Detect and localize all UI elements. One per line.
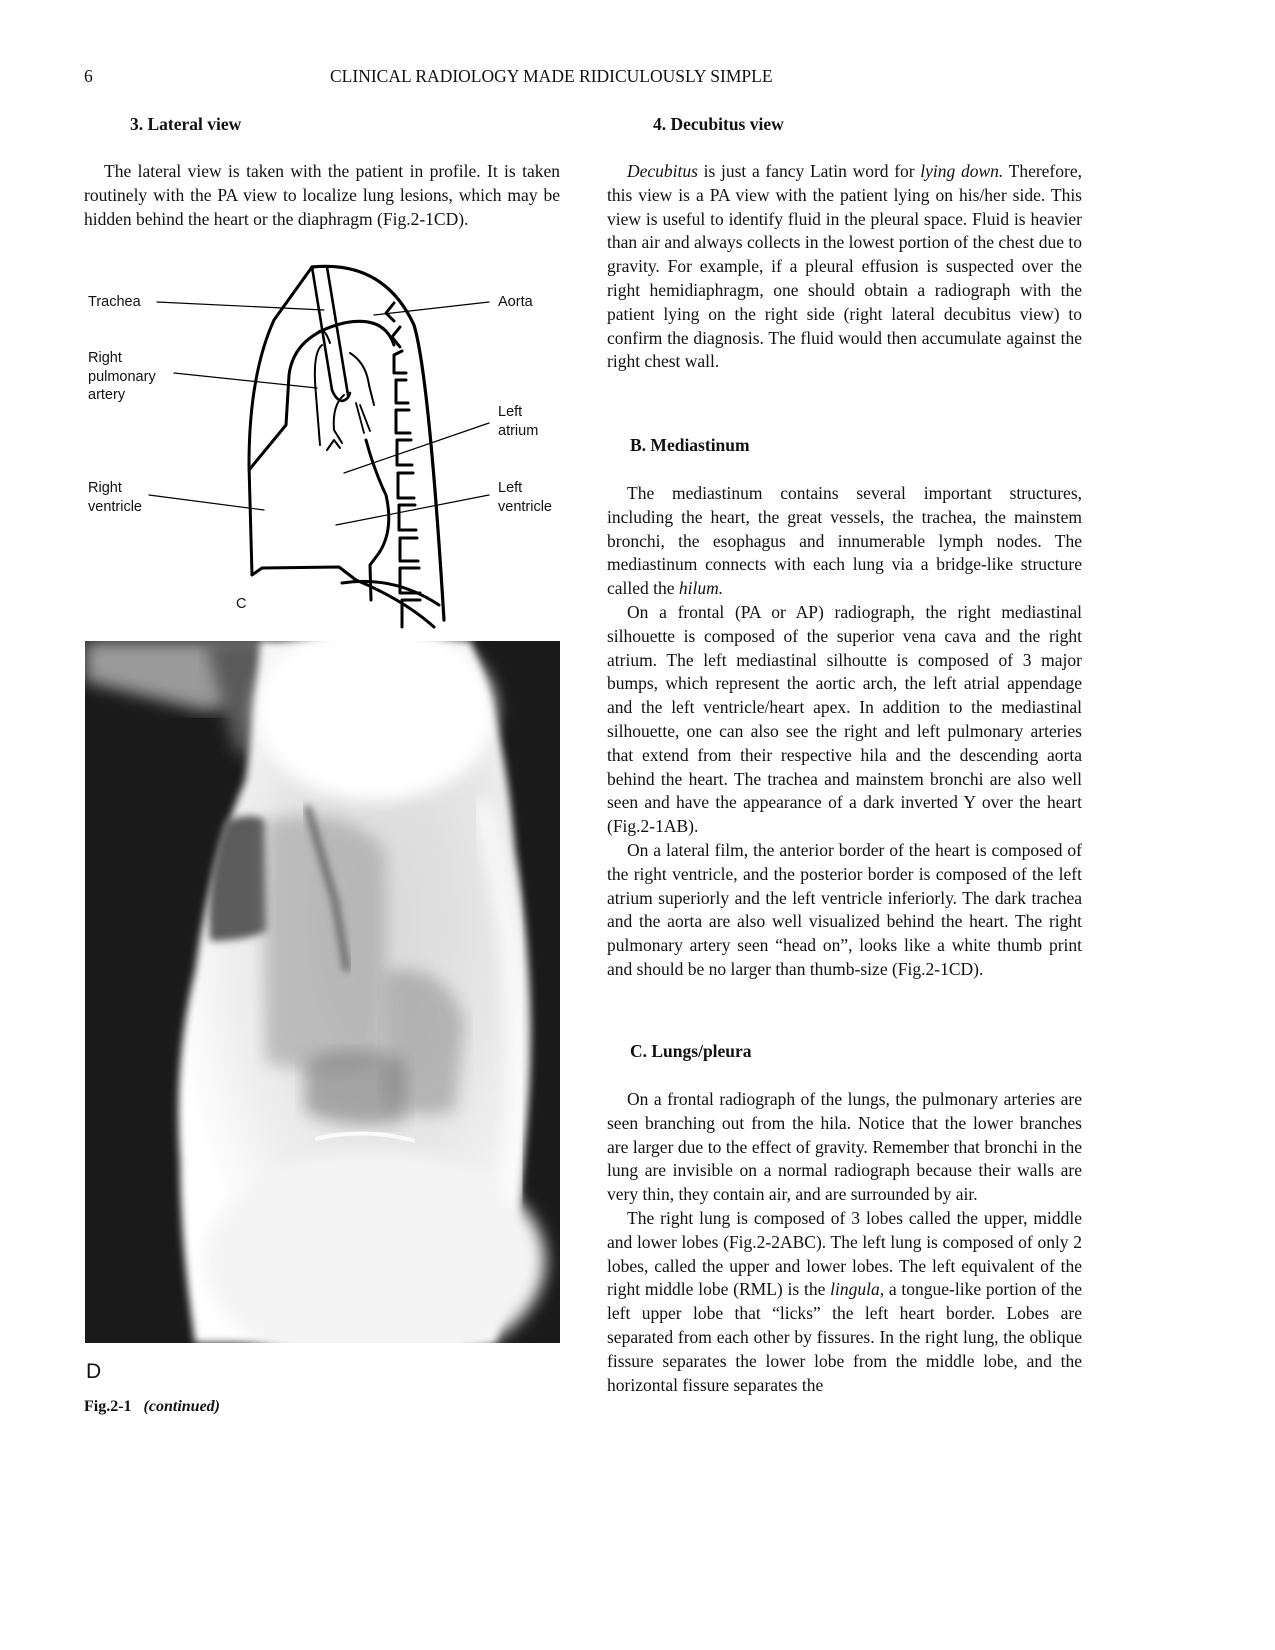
panel-letter-c: C: [236, 596, 247, 612]
radiograph-image: [85, 641, 560, 1343]
label-right-ventricle: Right ventricle: [88, 480, 142, 515]
decubitus-paragraph: Decubitus is just a fancy Latin word for lying down. Therefore, this view is a PA view with the patient lying on his/her side. This view is useful to identify fluid in the pleural space. Fluid is heavier than air and always collects in the lowest portion of the chest due to gravity. For example, if a pleural effusion is suspected over the right hemidiaphragm, one should obtain a radiograph with the patient lying on the right side (right lateral decubitus view) to confirm the diagnosis. The fluid would then accumulate against the right chest wall.: [607, 161, 1082, 372]
book-title: CLINICAL RADIOLOGY MADE RIDICULOUSLY SIMPLE: [330, 66, 773, 86]
heart-lateral-diagram-figure: [84, 255, 564, 630]
mediastinum-paragraph-1: The mediastinum contains several important structures, including the heart, the great vessels, the trachea, the mainstem bronchi, the esophagus and innumerable lymph nodes. The mediastinum connects with each lung via a bridge-like structure called the hilum.: [607, 483, 1082, 599]
panel-letter-d: D: [86, 1360, 102, 1383]
lateral-chest-radiograph: [85, 641, 560, 1343]
lateral-chest-diagram: [84, 255, 564, 630]
lungs-paragraph-1: On a frontal radiograph of the lungs, the pulmonary arteries are seen branching out from the hila. Notice that the lower branches are larger due to the effect of gravity. Remember that bronchi in the lung are invisible on a normal radiograph because their walls are very thin, they contain air, and are surrounded by air.: [607, 1089, 1082, 1205]
label-aorta: Aorta: [498, 294, 533, 310]
mediastinum-paragraph-2: On a frontal (PA or AP) radiograph, the right mediastinal silhouette is composed of the superior vena cava and the right atrium. The left mediastinal silhoutte is composed of 3 major bumps, which represent the aortic arch, the left atrial appendage and the left ventricle/heart apex. In addition to the mediastinal silhouette, one can also see the right and left pulmonary arteries that extend from their respective hila and the descending aorta behind the heart. The trachea and mainstem bronchi are also well seen and have the appearance of a dark inverted Y over the heart (Fig.2-1AB).: [607, 601, 1082, 837]
lungs-paragraph-2: The right lung is composed of 3 lobes called the upper, middle and lower lobes (Fig.2-2ABC). The left lung is composed of only 2 lobes, called the upper and lower lobes. The left equivalent of the right middle lobe (RML) is the lingula, a tongue-like portion of the left upper lobe that “licks” the left heart border. Lobes are separated from each other by fissures. In the right lung, the oblique fissure separates the lower lobe from the middle lobe, and the horizontal fissure separates the: [607, 1207, 1082, 1395]
label-right-pulmonary-artery: Right pulmonary artery: [88, 350, 156, 403]
label-trachea: Trachea: [88, 294, 141, 310]
figure-number: Fig.2-1: [84, 1398, 132, 1415]
label-left-atrium: Left atrium: [498, 404, 539, 439]
lungs-body: [607, 1088, 1082, 1397]
figure-note: (continued): [143, 1398, 220, 1415]
lateral-view-paragraph: The lateral view is taken with the patient in profile. It is taken routinely with the PA view to localize lung lesions, which may be hidden behind the heart or the diaphragm (Fig.2-1CD).: [84, 161, 560, 229]
label-left-ventricle: Left ventricle: [498, 480, 552, 515]
section-heading-lateral-view: 3. Lateral view: [130, 114, 242, 134]
section-heading-decubitus-view: 4. Decubitus view: [653, 114, 784, 134]
page-number: 6: [84, 66, 93, 86]
mediastinum-paragraph-3: On a lateral film, the anterior border of the heart is composed of the right ventricle, and the posterior border is composed of the left atrium superiorly and the left ventricle inferiorly. The dark trachea and the aorta are also well visualized behind the heart. The right pulmonary artery seen “head on”, looks like a white thumb print and should be no larger than thumb-size (Fig.2-1CD).: [607, 839, 1082, 979]
section-heading-mediastinum: B. Mediastinum: [630, 435, 750, 455]
mediastinum-body: [607, 482, 1082, 982]
section-heading-lungs-pleura: C. Lungs/pleura: [630, 1041, 752, 1061]
figure-caption: [84, 1398, 220, 1416]
